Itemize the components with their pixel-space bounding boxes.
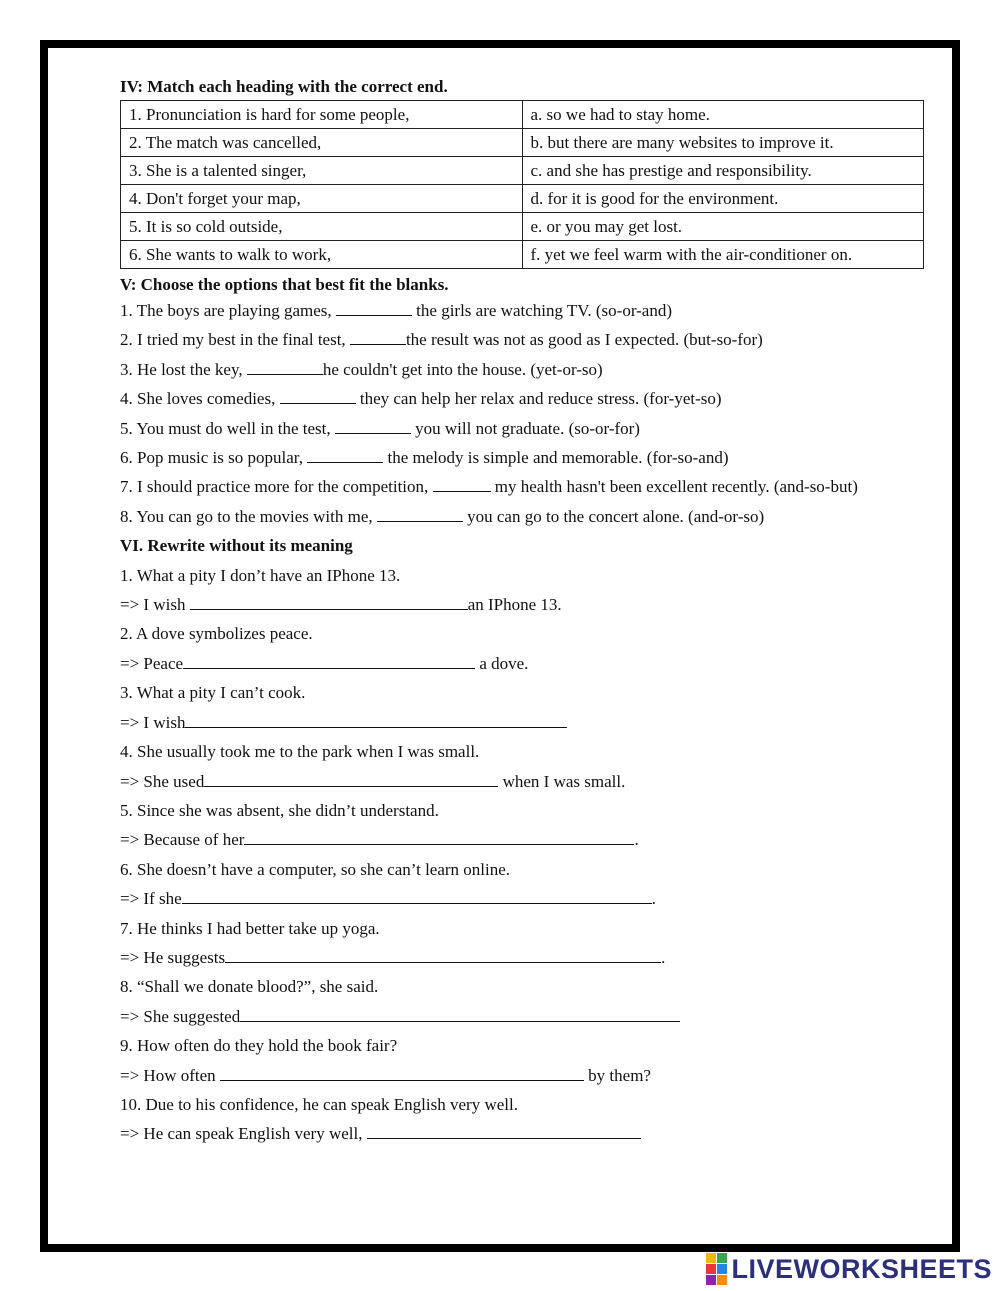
- answer-prefix: => She used: [120, 771, 205, 791]
- rewrite-question: 10. Due to his confidence, he can speak English very well.: [120, 1094, 518, 1114]
- answer-blank[interactable]: [367, 1122, 641, 1139]
- answer-blank[interactable]: [335, 417, 411, 434]
- rewrite-answer-line: [120, 1061, 930, 1090]
- table-row: [121, 185, 924, 213]
- item-text-before: 7. I should practice more for the competition,: [120, 477, 433, 497]
- logo-text: LIVEWORKSHEETS: [731, 1253, 992, 1284]
- section-4-heading: IV: Match each heading with the correct end.: [120, 77, 448, 96]
- item-text-after: you will not graduate. (so-or-for): [410, 418, 640, 438]
- answer-suffix: .: [651, 889, 656, 909]
- item-text-after: you can go to the concert alone. (and-or-so): [462, 506, 765, 526]
- match-left-cell: 4. Don't forget your map,: [121, 185, 523, 213]
- answer-suffix: by them?: [583, 1065, 651, 1085]
- answer-prefix: => Because of her: [120, 830, 245, 850]
- item-text-after: the melody is simple and memorable. (for-so-and): [383, 448, 729, 468]
- logo-block: [706, 1253, 716, 1263]
- answer-prefix: => I wish: [120, 595, 190, 615]
- item-text-before: 6. Pop music is so popular,: [120, 448, 308, 468]
- answer-blank[interactable]: [204, 770, 498, 787]
- answer-prefix: => She suggested: [120, 1006, 241, 1026]
- section-5-heading: V: Choose the options that best fit the blanks.: [120, 275, 449, 294]
- fill-blank-item: [120, 325, 930, 354]
- rewrite-answer-line: [120, 1002, 930, 1031]
- rewrite-answer-line: [120, 943, 930, 972]
- match-right-cell: f. yet we feel warm with the air-conditioner on.: [522, 241, 924, 269]
- answer-prefix: => I wish: [120, 712, 186, 732]
- item-text-after: they can help her relax and reduce stress. (for-yet-so): [355, 389, 722, 409]
- answer-blank[interactable]: [336, 299, 412, 316]
- table-row: [121, 101, 924, 129]
- table-row: [121, 129, 924, 157]
- rewrite-answer-line: [120, 767, 930, 796]
- section-6-heading: VI. Rewrite without its meaning: [120, 536, 353, 556]
- fill-blank-item: [120, 502, 930, 531]
- worksheet-content: [120, 76, 930, 1149]
- fill-blank-item: [120, 443, 930, 472]
- answer-prefix: => If she: [120, 889, 182, 909]
- answer-blank[interactable]: [350, 328, 406, 345]
- item-text-before: 4. She loves comedies,: [120, 389, 280, 409]
- logo-block: [717, 1253, 727, 1263]
- rewrite-answer-line: [120, 649, 930, 678]
- answer-suffix: .: [661, 947, 666, 967]
- liveworksheets-logo[interactable]: [706, 1253, 992, 1285]
- answer-suffix: an IPhone 13.: [467, 595, 562, 615]
- fill-blank-item: [120, 472, 930, 501]
- item-text-after: my health hasn't been excellent recently. (and-so-but): [490, 477, 858, 497]
- table-row: [121, 241, 924, 269]
- answer-blank[interactable]: [220, 1064, 584, 1081]
- answer-blank[interactable]: [244, 828, 634, 845]
- answer-blank[interactable]: [182, 887, 652, 904]
- rewrite-question: 7. He thinks I had better take up yoga.: [120, 918, 380, 938]
- answer-blank[interactable]: [225, 946, 661, 963]
- rewrite-answer-line: [120, 590, 930, 619]
- item-text-after: the result was not as good as I expected. (but-so-for): [405, 330, 763, 350]
- answer-blank[interactable]: [377, 505, 463, 522]
- rewrite-question: 6. She doesn’t have a computer, so she can’t learn online.: [120, 859, 511, 879]
- rewrite-question: 5. Since she was absent, she didn’t understand.: [120, 800, 439, 820]
- answer-blank[interactable]: [185, 711, 567, 728]
- answer-prefix: => Peace: [120, 653, 184, 673]
- match-left-cell: 1. Pronunciation is hard for some people,: [121, 101, 523, 129]
- answer-blank[interactable]: [190, 593, 468, 610]
- answer-blank[interactable]: [183, 652, 475, 669]
- answer-blank[interactable]: [433, 475, 491, 492]
- fill-blank-item: [120, 296, 930, 325]
- answer-blank[interactable]: [240, 1005, 680, 1022]
- logo-block: [717, 1275, 727, 1285]
- answer-prefix: => He suggests: [120, 947, 226, 967]
- match-right-cell: a. so we had to stay home.: [522, 101, 924, 129]
- worksheet-frame: [40, 40, 960, 1252]
- rewrite-answer-line: [120, 884, 930, 913]
- match-right-cell: e. or you may get lost.: [522, 213, 924, 241]
- match-left-cell: 5. It is so cold outside,: [121, 213, 523, 241]
- logo-block: [706, 1275, 716, 1285]
- rewrite-question: 8. “Shall we donate blood?”, she said.: [120, 977, 379, 997]
- rewrite-question: 9. How often do they hold the book fair?: [120, 1036, 398, 1056]
- fill-blank-item: [120, 414, 930, 443]
- item-text-before: 3. He lost the key,: [120, 359, 247, 379]
- match-right-cell: d. for it is good for the environment.: [522, 185, 924, 213]
- logo-block: [717, 1264, 727, 1274]
- item-text-before: 8. You can go to the movies with me,: [120, 506, 377, 526]
- fill-blank-item: [120, 355, 930, 384]
- match-left-cell: 6. She wants to walk to work,: [121, 241, 523, 269]
- item-text-before: 1. The boys are playing games,: [120, 301, 336, 320]
- answer-prefix: => How often: [120, 1065, 220, 1085]
- answer-suffix: when I was small.: [498, 771, 626, 791]
- rewrite-answer-line: [120, 708, 930, 737]
- answer-suffix: a dove.: [475, 653, 529, 673]
- rewrite-question: 2. A dove symbolizes peace.: [120, 624, 313, 644]
- rewrite-question: 4. She usually took me to the park when I was small.: [120, 742, 480, 762]
- match-left-cell: 2. The match was cancelled,: [121, 129, 523, 157]
- answer-blank[interactable]: [307, 446, 383, 463]
- answer-prefix: => He can speak English very well,: [120, 1124, 367, 1144]
- answer-blank[interactable]: [280, 387, 356, 404]
- logo-block: [706, 1264, 716, 1274]
- match-right-cell: b. but there are many websites to improve it.: [522, 129, 924, 157]
- rewrite-question: 3. What a pity I can’t cook.: [120, 683, 306, 703]
- match-right-cell: c. and she has prestige and responsibility.: [522, 157, 924, 185]
- answer-blank[interactable]: [247, 358, 323, 375]
- rewrite-question: 1. What a pity I don’t have an IPhone 13.: [120, 565, 401, 585]
- logo-blocks-icon: [706, 1253, 727, 1285]
- item-text-after: he couldn't get into the house. (yet-or-so): [322, 359, 603, 379]
- item-text-after: the girls are watching TV. (so-or-and): [411, 301, 673, 320]
- table-row: [121, 157, 924, 185]
- rewrite-answer-line: [120, 825, 930, 854]
- matching-table: [120, 100, 924, 269]
- rewrite-answer-line: [120, 1119, 930, 1148]
- table-row: [121, 213, 924, 241]
- match-left-cell: 3. She is a talented singer,: [121, 157, 523, 185]
- item-text-before: 5. You must do well in the test,: [120, 418, 335, 438]
- fill-blank-item: [120, 384, 930, 413]
- item-text-before: 2. I tried my best in the final test,: [120, 330, 350, 350]
- answer-suffix: .: [634, 830, 639, 850]
